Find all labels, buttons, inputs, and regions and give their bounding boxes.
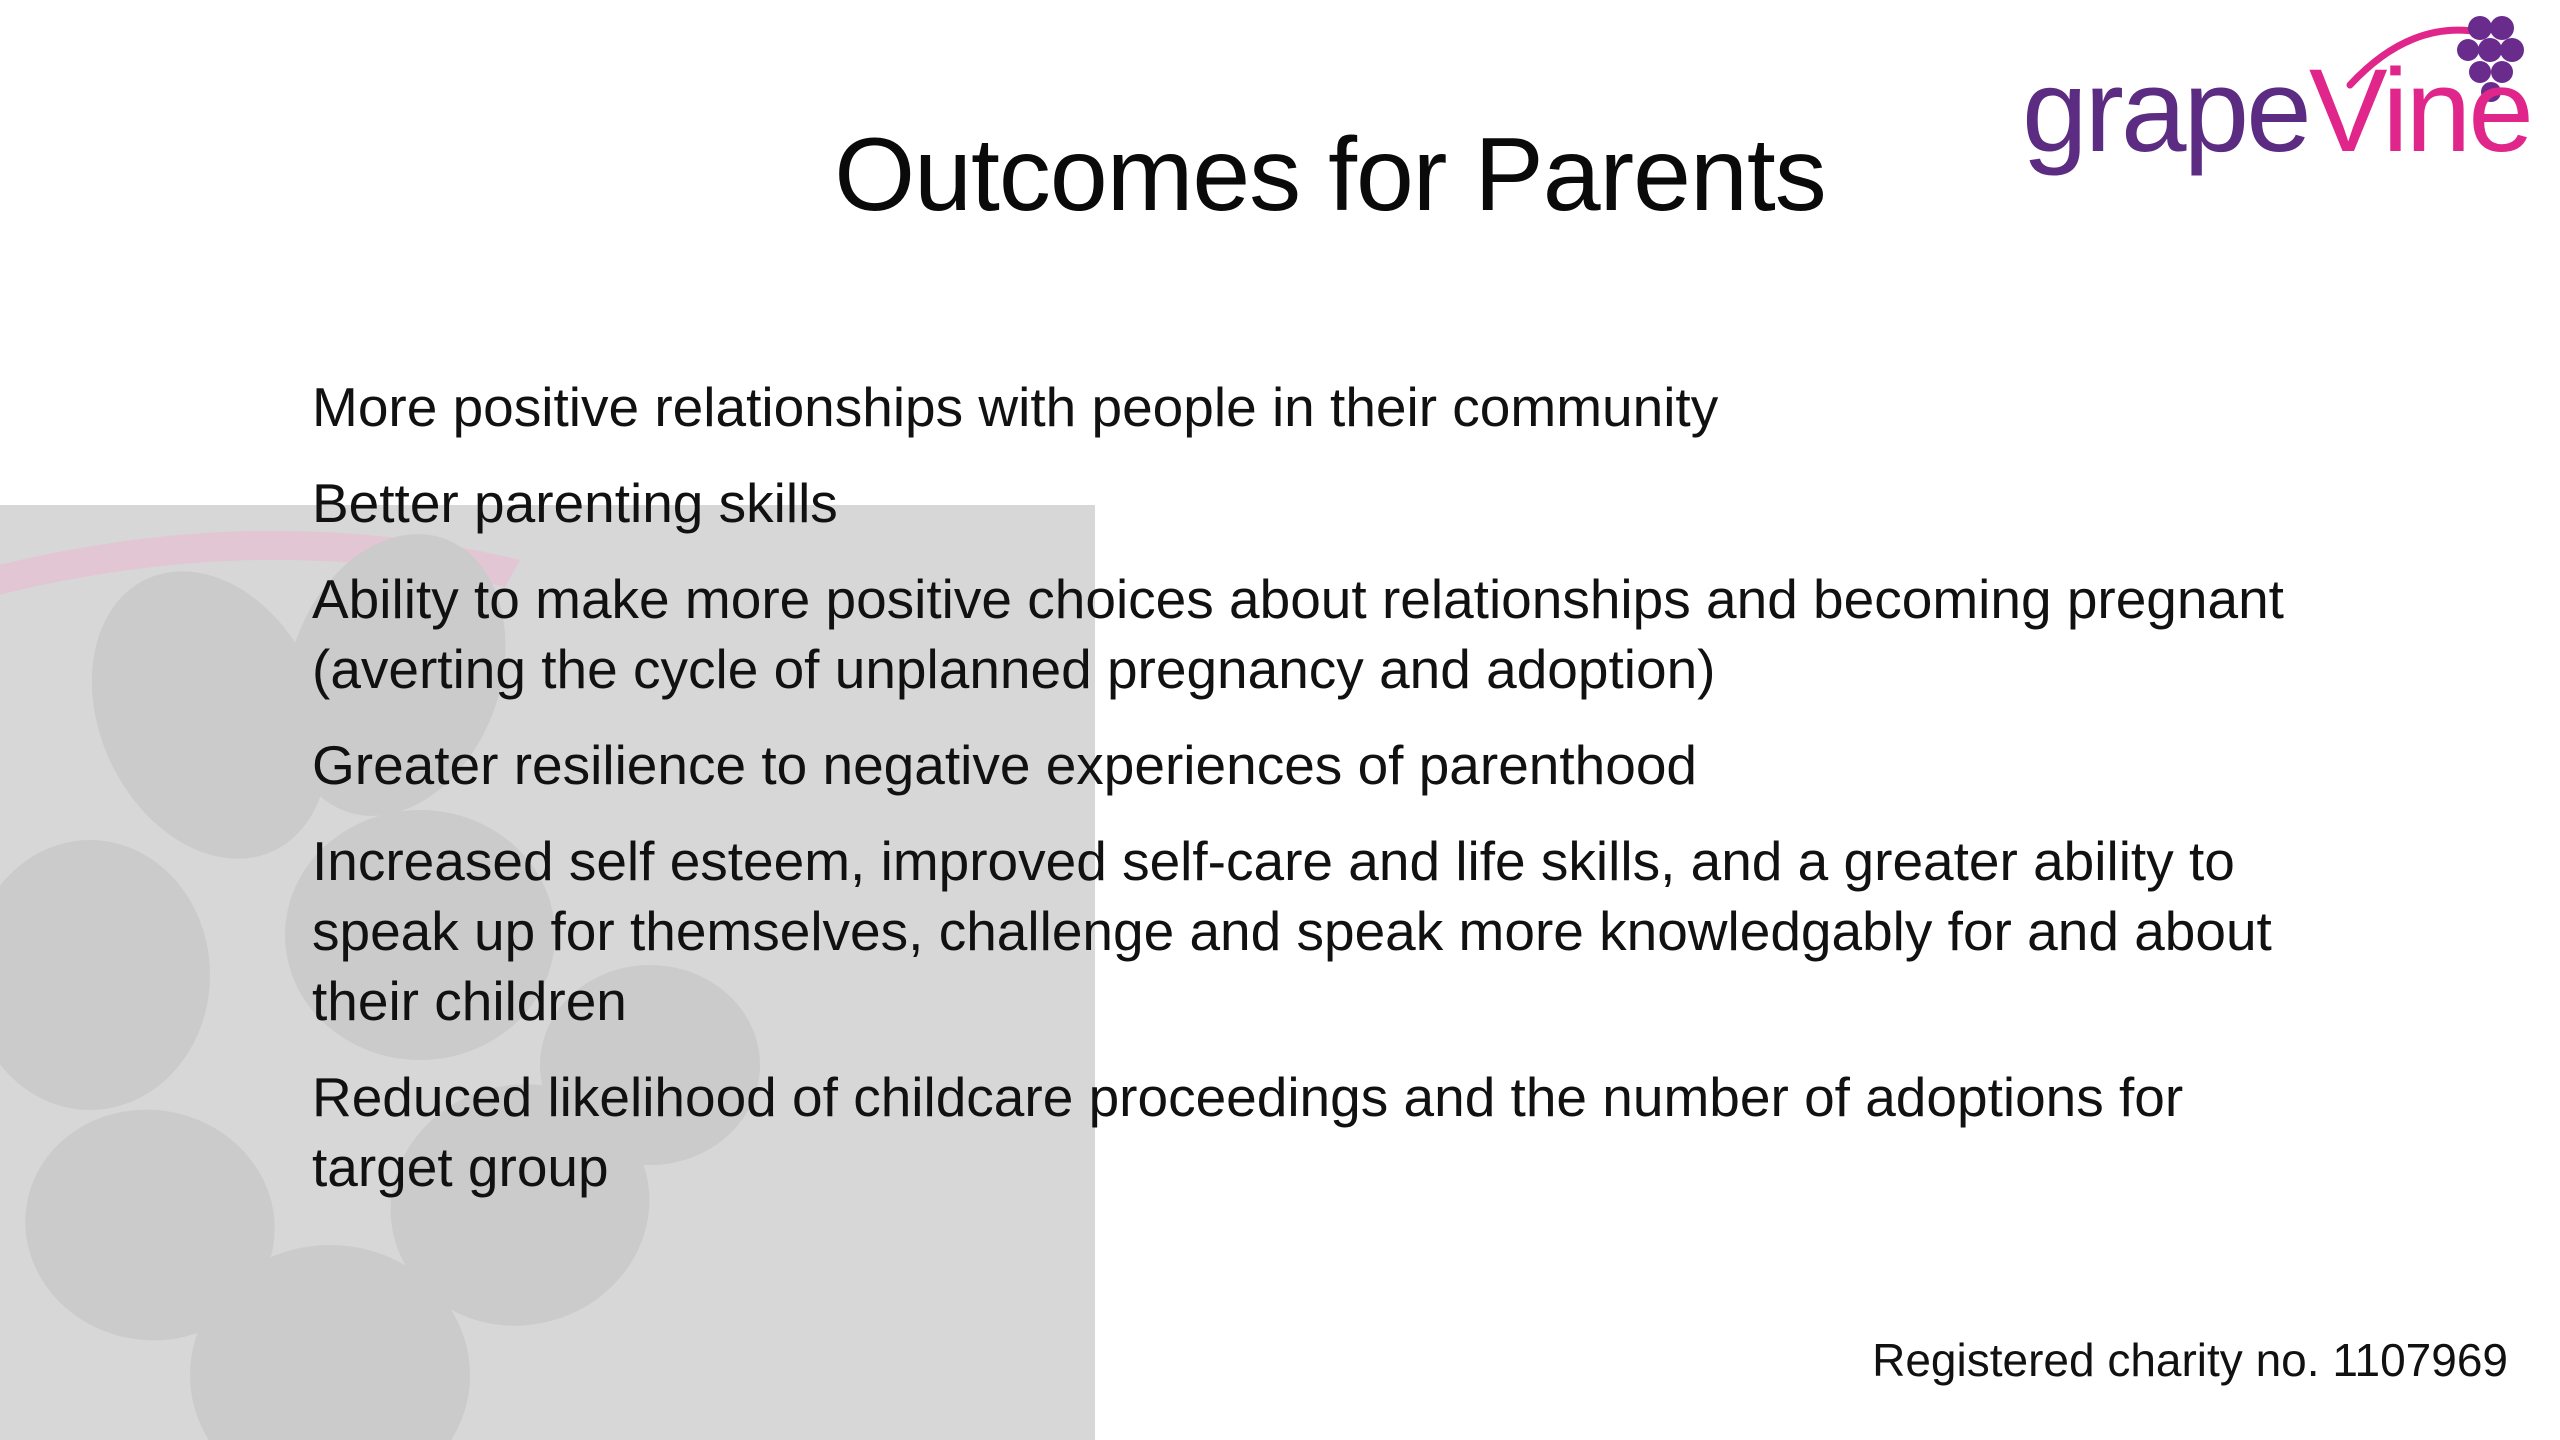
- grapevine-logo: [2010, 10, 2550, 180]
- list-item: Increased self esteem, improved self-care and life skills, and a greater ability to speak up for themselves, challenge and speak more knowledgably for and about their children: [312, 830, 2272, 1032]
- logo-wordmark: [2022, 46, 2531, 176]
- logo-wordmark-grape: grape: [2022, 45, 2309, 177]
- list-item: More positive relationships with people in their community: [312, 376, 1719, 438]
- list-item: Ability to make more positive choices about relationships and becoming pregnant (averting the cycle of unplanned pregnancy and adoption): [312, 568, 2284, 700]
- slide-title: Outcomes for Parents: [834, 117, 1826, 233]
- charity-number-footer: Registered charity no. 1107969: [1872, 1334, 2508, 1386]
- list-item: Greater resilience to negative experiences of parenthood: [312, 734, 1698, 796]
- outcomes-list: [312, 372, 2312, 1228]
- list-item: Reduced likelihood of childcare proceedings and the number of adoptions for target group: [312, 1066, 2184, 1198]
- logo-wordmark-vine: Vine: [2308, 45, 2531, 177]
- list-item: Better parenting skills: [312, 472, 838, 534]
